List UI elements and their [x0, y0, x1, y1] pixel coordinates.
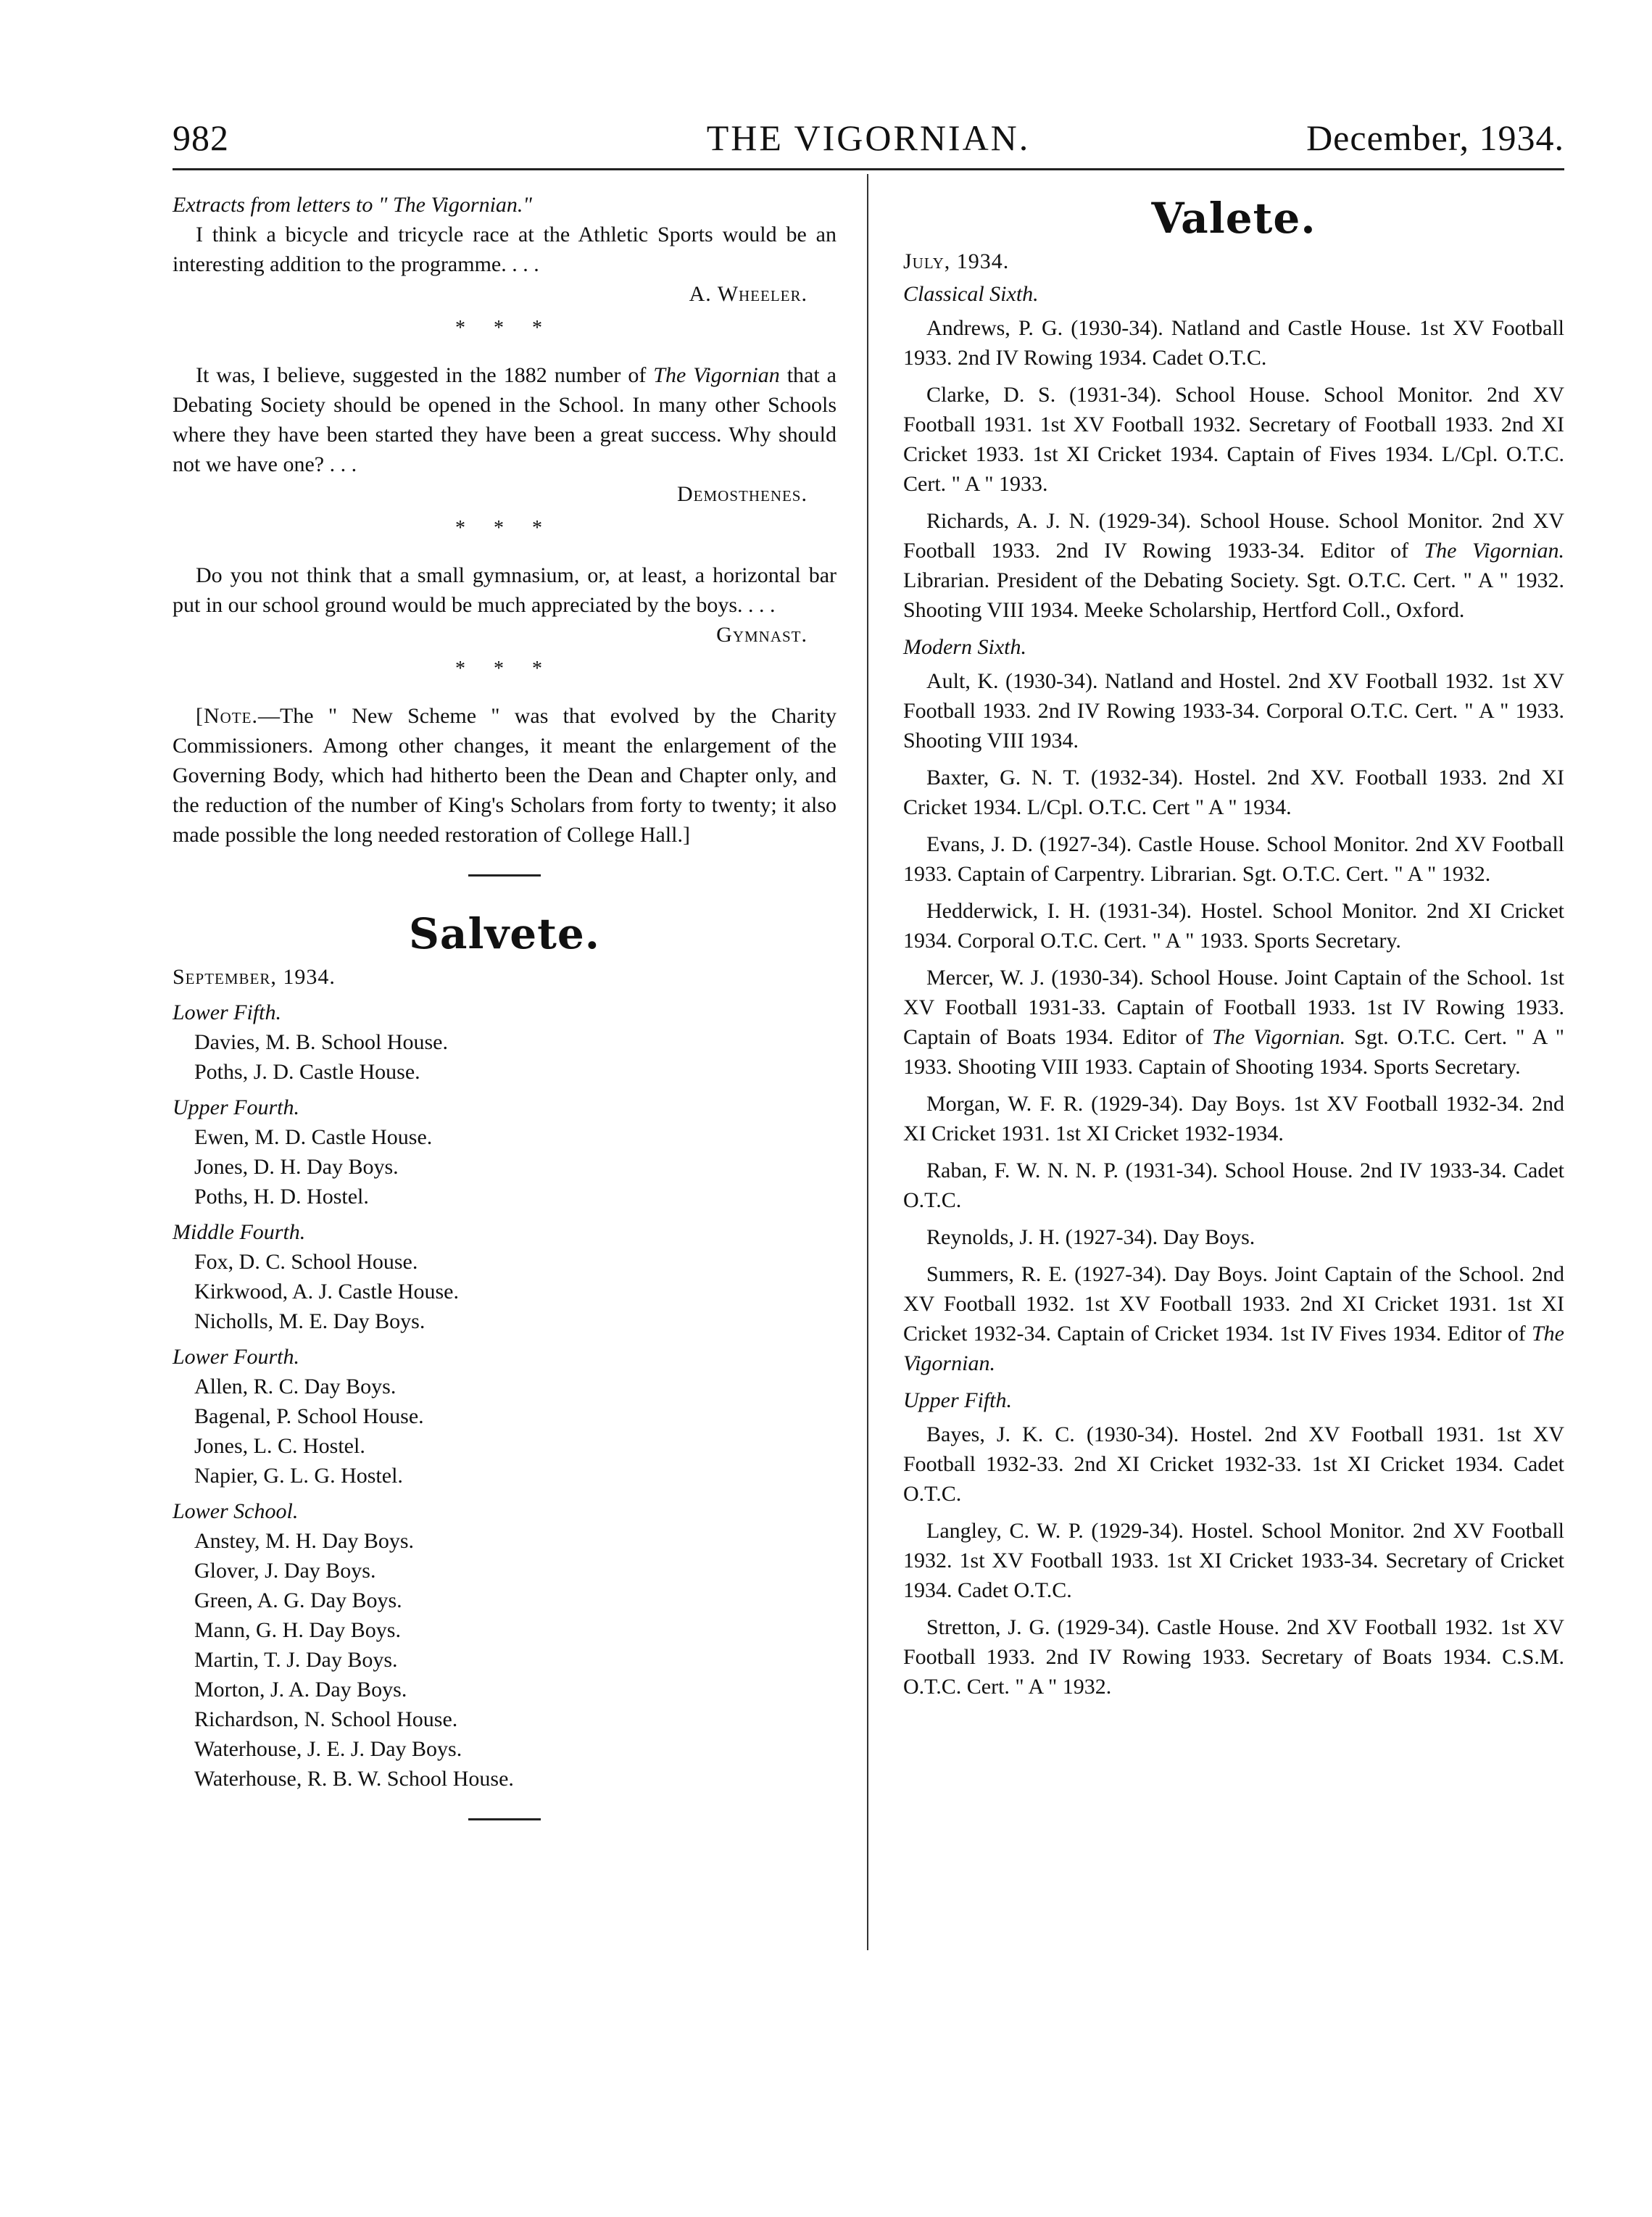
list-item: Morton, J. A. Day Boys.	[194, 1678, 407, 1702]
page-header	[173, 109, 1564, 167]
list-item: Allen, R. C. Day Boys.	[194, 1375, 397, 1398]
name-list	[173, 1122, 837, 1211]
list-item: Evans, J. D. (1927-34). Castle House. School Monitor. 2nd XV Football 1933. Captain of Carpentry. Librarian. Sgt. O.T.C. Cert. " A " 1932.	[903, 832, 1564, 886]
list-item: Green, A. G. Day Boys.	[194, 1588, 402, 1612]
group-label: Lower Fourth.	[173, 1345, 300, 1369]
list-item: Jones, L. C. Hostel.	[194, 1434, 365, 1458]
letter-gymnast: Do you not think that a small gymnasium, or, at least, a horizontal bar put in our school ground would be much appreciated by the boys. . . .	[173, 563, 837, 617]
group-label: Classical Sixth.	[903, 282, 1039, 306]
list-item: Poths, J. D. Castle House.	[194, 1060, 420, 1084]
list-item: Martin, T. J. Day Boys.	[194, 1648, 398, 1672]
list-item: Waterhouse, R. B. W. School House.	[194, 1767, 514, 1791]
section-rule	[468, 874, 541, 877]
name-list	[173, 1526, 837, 1794]
list-item: Richards, A. J. N. (1929-34). School House. School Monitor. 2nd XV Football 1933. 2nd IV Rowing 1933-34. Editor of The Vigornian. Librarian. President of the Debating Society. Sgt. O.T.C. Cert. " A " 1932. Shooting VIII 1934. Meeke Scholarship, Hertford Coll., Oxford.	[903, 509, 1564, 622]
header-rule	[173, 168, 1564, 170]
issue-date: December, 1934.	[1306, 117, 1564, 158]
letter-wheeler: I think a bicycle and tricycle race at the Athletic Sports would be an interesting addition to the programme. . . .	[173, 223, 837, 276]
group-label: Upper Fifth.	[903, 1388, 1012, 1412]
separator-stars: * * *	[455, 517, 554, 539]
list-item: Kirkwood, A. J. Castle House.	[194, 1280, 459, 1304]
list-item: Raban, F. W. N. N. P. (1931-34). School House. 2nd IV 1933-34. Cadet O.T.C.	[903, 1159, 1564, 1212]
list-item: Stretton, J. G. (1929-34). Castle House. 2nd XV Football 1932. 1st XV Football 1933. 2nd IV Rowing 1933. Secretary of Boats 1934. C.S.M. O.T.C. Cert. " A " 1932.	[903, 1615, 1564, 1699]
letter-demosthenes: It was, I believe, suggested in the 1882 number of The Vigornian that a Debating Society should be opened in the School. In many other Schools where they have been started they have been a great success. Why should not we have one? . . .	[173, 363, 837, 476]
signature-demosthenes: Demosthenes.	[676, 482, 808, 506]
publication-title: THE VIGORNIAN.	[706, 117, 1031, 158]
group-label: Middle Fourth.	[173, 1220, 306, 1244]
extracts-heading: Extracts from letters to " The Vigornian."	[173, 193, 532, 217]
list-item: Waterhouse, J. E. J. Day Boys.	[194, 1737, 462, 1761]
name-list	[173, 1027, 837, 1087]
signature-wheeler: A. Wheeler.	[689, 282, 808, 306]
list-item: Glover, J. Day Boys.	[194, 1559, 376, 1583]
salvete-groups	[173, 998, 837, 1794]
column-divider	[867, 174, 868, 1950]
section-rule	[468, 1818, 541, 1820]
list-item: Reynolds, J. H. (1927-34). Day Boys.	[926, 1225, 1255, 1249]
list-item: Baxter, G. N. T. (1932-34). Hostel. 2nd XV. Football 1933. 2nd XI Cricket 1934. L/Cpl. O.T.C. Cert " A " 1934.	[903, 766, 1564, 819]
right-column	[903, 190, 1564, 1709]
group-label: Modern Sixth.	[903, 635, 1026, 659]
list-item: Summers, R. E. (1927-34). Day Boys. Joint Captain of the School. 2nd XV Football 1932. 1st XV Football 1933. 2nd XI Cricket 1931. 1st XI Cricket 1932-34. Captain of Cricket 1934. 1st IV Fives 1934. Editor of The Vigornian.	[903, 1262, 1564, 1375]
list-item: Davies, M. B. School House.	[194, 1030, 448, 1054]
valete-heading: Valete.	[1151, 194, 1316, 243]
list-item: Ewen, M. D. Castle House.	[194, 1125, 433, 1149]
list-item: Bagenal, P. School House.	[194, 1404, 424, 1428]
left-column	[173, 190, 837, 1849]
name-list	[173, 1372, 837, 1491]
editor-note: [Note.—The " New Scheme " was that evolved by the Charity Commissioners. Among other changes, it meant the enlargement of the Governing Body, which had hitherto been the Dean and Chapter only, and the reduction of the number of King's Scholars from forty to twenty; it also made possible the long needed restoration of College Hall.]	[173, 704, 837, 847]
salvete-heading: Salvete.	[409, 909, 600, 958]
list-item: Poths, H. D. Hostel.	[194, 1185, 369, 1209]
list-item: Jones, D. H. Day Boys.	[194, 1155, 399, 1179]
list-item: Bayes, J. K. C. (1930-34). Hostel. 2nd XV Football 1931. 1st XV Football 1932-33. 2nd XI Cricket 1932-33. 1st XI Cricket 1934. Cadet O.T.C.	[903, 1422, 1564, 1506]
valete-date: July, 1934.	[903, 249, 1010, 273]
list-item: Mercer, W. J. (1930-34). School House. Joint Captain of the School. 1st XV Football 1931-33. Captain of Football 1933. 1st IV Rowing 1933. Captain of Boats 1934. Editor of The Vigornian. Sgt. O.T.C. Cert. " A " 1933. Shooting VIII 1933. Captain of Shooting 1934. Sports Secretary.	[903, 966, 1564, 1079]
list-item: Mann, G. H. Day Boys.	[194, 1618, 401, 1642]
list-item: Napier, G. L. G. Hostel.	[194, 1464, 403, 1488]
list-item: Andrews, P. G. (1930-34). Natland and Castle House. 1st XV Football 1933. 2nd IV Rowing 1934. Cadet O.T.C.	[903, 316, 1564, 370]
signature-gymnast: Gymnast.	[716, 623, 808, 647]
separator-stars: * * *	[455, 658, 554, 680]
group-label: Lower School.	[173, 1499, 299, 1523]
list-item: Langley, C. W. P. (1929-34). Hostel. School Monitor. 2nd XV Football 1932. 1st XV Football 1933. 1st XI Cricket 1933-34. Secretary of Cricket 1934. Cadet O.T.C.	[903, 1519, 1564, 1602]
group-label: Lower Fifth.	[173, 1000, 282, 1024]
list-item: Hedderwick, I. H. (1931-34). Hostel. School Monitor. 2nd XI Cricket 1934. Corporal O.T.C. Cert. " A " 1933. Sports Secretary.	[903, 899, 1564, 953]
list-item: Clarke, D. S. (1931-34). School House. School Monitor. 2nd XV Football 1931. 1st XV Football 1932. Secretary of Football 1933. 2nd XI Cricket 1933. 1st XI Cricket 1934. Captain of Fives 1934. L/Cpl. O.T.C. Cert. " A " 1933.	[903, 383, 1564, 496]
salvete-date: September, 1934.	[173, 965, 336, 989]
list-item: Richardson, N. School House.	[194, 1707, 458, 1731]
group-label: Upper Fourth.	[173, 1095, 299, 1119]
separator-stars: * * *	[455, 317, 554, 339]
list-item: Nicholls, M. E. Day Boys.	[194, 1309, 426, 1333]
list-item: Anstey, M. H. Day Boys.	[194, 1529, 415, 1553]
name-list	[173, 1247, 837, 1336]
list-item: Morgan, W. F. R. (1929-34). Day Boys. 1st XV Football 1932-34. 2nd XI Cricket 1931. 1st XI Cricket 1932-1934.	[903, 1092, 1564, 1145]
list-item: Ault, K. (1930-34). Natland and Hostel. 2nd XV Football 1932. 1st XV Football 1933. 2nd IV Rowing 1933-34. Corporal O.T.C. Cert. " A " 1933. Shooting VIII 1934.	[903, 669, 1564, 753]
list-item: Fox, D. C. School House.	[194, 1250, 418, 1274]
page-number: 982	[173, 117, 229, 158]
